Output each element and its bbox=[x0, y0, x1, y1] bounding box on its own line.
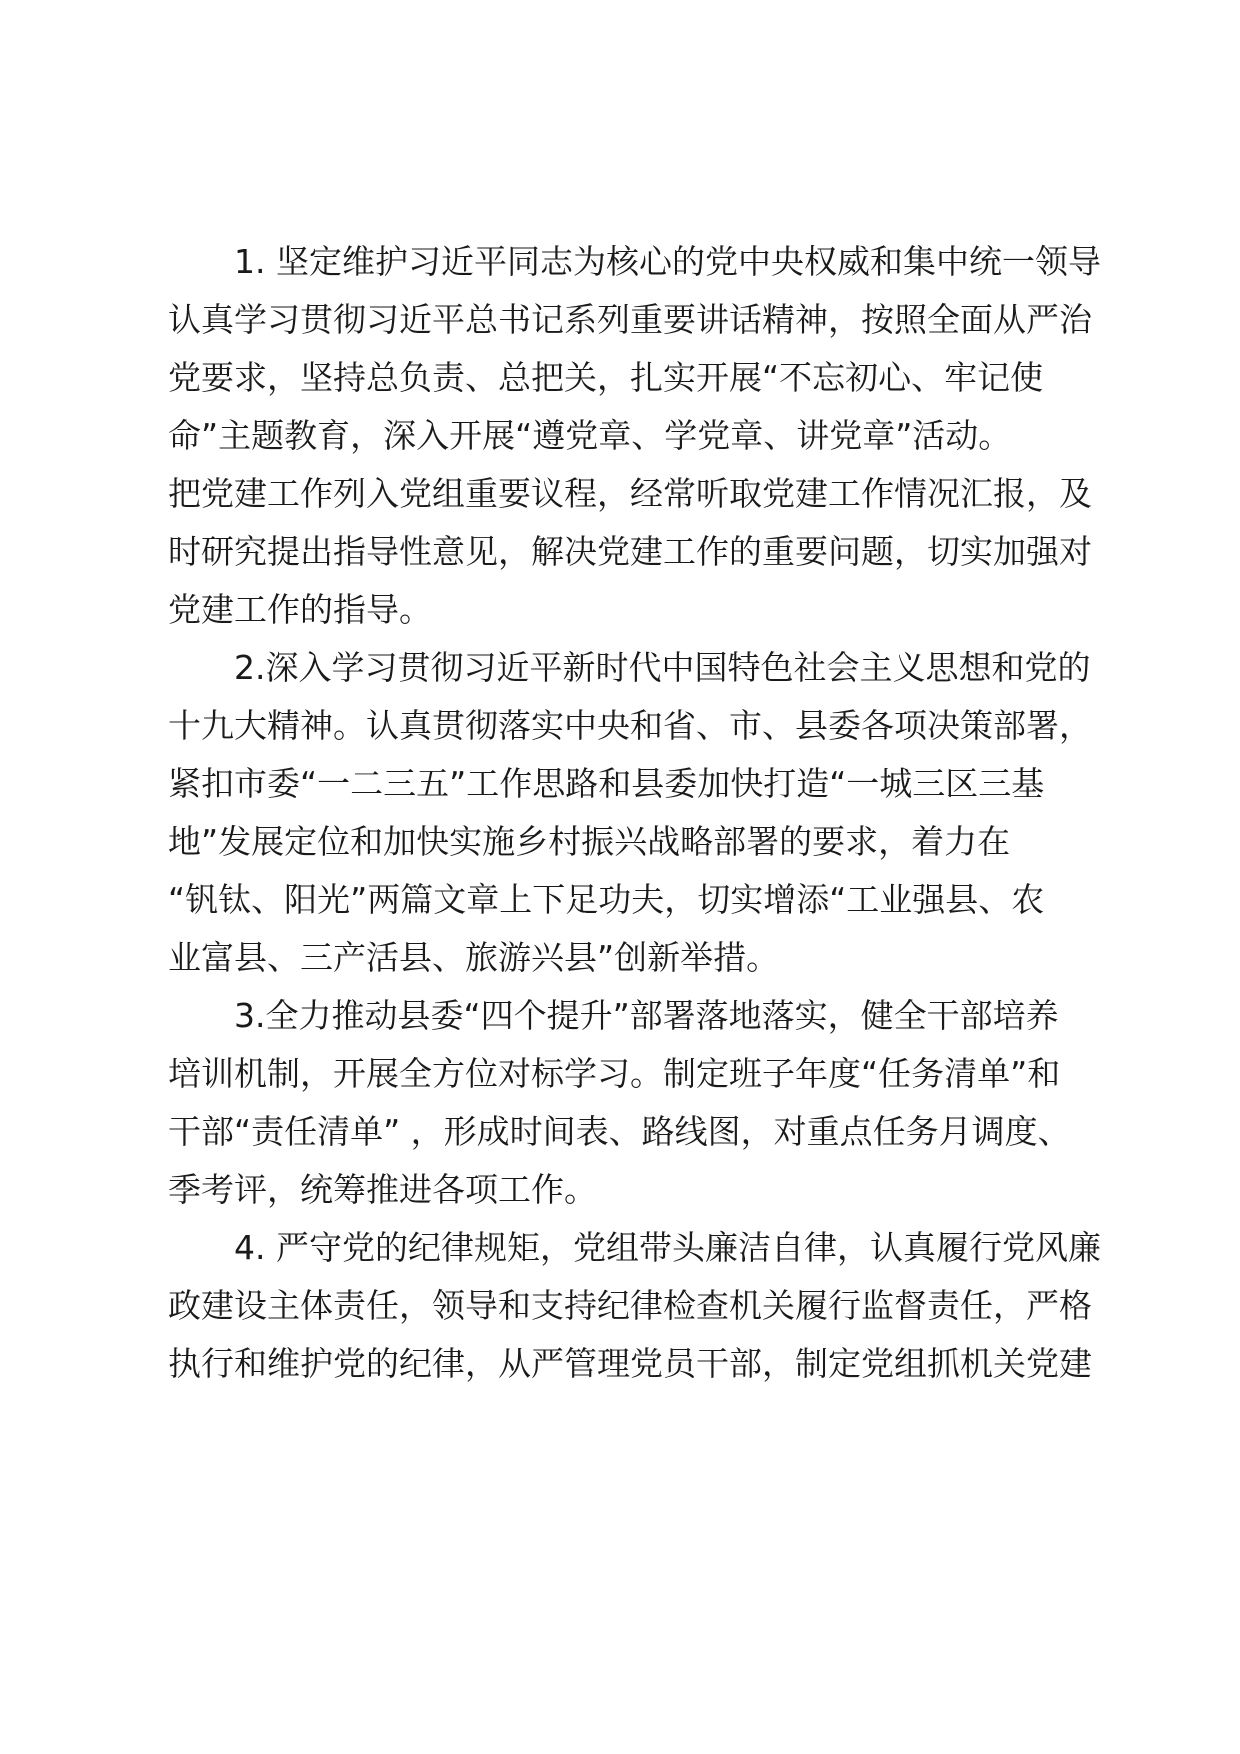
text-line: 认真学习贯彻习近平总书记系列重要讲话精神，按照全面从严治 bbox=[168, 300, 1092, 339]
text-line: 执行和维护党的纪律，从严管理党员干部，制定党组抓机关党建 bbox=[168, 1344, 1092, 1383]
text-line: 干部“责任清单” ，形成时间表、路线图，对重点任务月调度、 bbox=[168, 1112, 1071, 1151]
text-line: 十九大精神。认真贯彻落实中央和省、市、县委各项决策部署， bbox=[168, 706, 1092, 745]
text-line: “钒钛、阳光”两篇文章上下足功夫，切实增添“工业强县、农 bbox=[168, 880, 1045, 919]
text-line: 季考评，统筹推进各项工作。 bbox=[168, 1170, 597, 1209]
text-line: 业富县、三产活县、旅游兴县”创新举措。 bbox=[168, 938, 780, 977]
text-line: 把党建工作列入党组重要议程，经常听取党建工作情况汇报，及 bbox=[168, 474, 1092, 513]
text-line: 政建设主体责任，领导和支持纪律检查机关履行监督责任，严格 bbox=[168, 1286, 1092, 1325]
text-line: 地”发展定位和加快实施乡村振兴战略部署的要求，着力在 bbox=[168, 822, 1011, 861]
text-line: 3.全力推动县委“四个提升”部署落地落实，健全干部培养 bbox=[168, 996, 1059, 1035]
text-line: 2.深入学习贯彻习近平新时代中国特色社会主义思想和党的 bbox=[168, 648, 1091, 687]
text-line: 命”主题教育，深入开展“遵党章、学党章、讲党章”活动。 bbox=[168, 416, 1012, 455]
text-line: 培训机制，开展全方位对标学习。制定班子年度“任务清单”和 bbox=[168, 1054, 1061, 1093]
text-line: 时研究提出指导性意见，解决党建工作的重要问题，切实加强对 bbox=[168, 532, 1092, 571]
text-line: 4. 严守党的纪律规矩，党组带头廉洁自律，认真履行党风廉 bbox=[168, 1228, 1101, 1267]
text-line: 紧扣市委“一二三五”工作思路和县委加快打造“一城三区三基 bbox=[168, 764, 1045, 803]
text-line: 党建工作的指导。 bbox=[168, 590, 432, 629]
text-line: 1. 坚定维护习近平同志为核心的党中央权威和集中统一领导 bbox=[168, 242, 1101, 281]
text-line: 党要求，坚持总负责、总把关，扎实开展“不忘初心、牢记使 bbox=[168, 358, 1044, 397]
